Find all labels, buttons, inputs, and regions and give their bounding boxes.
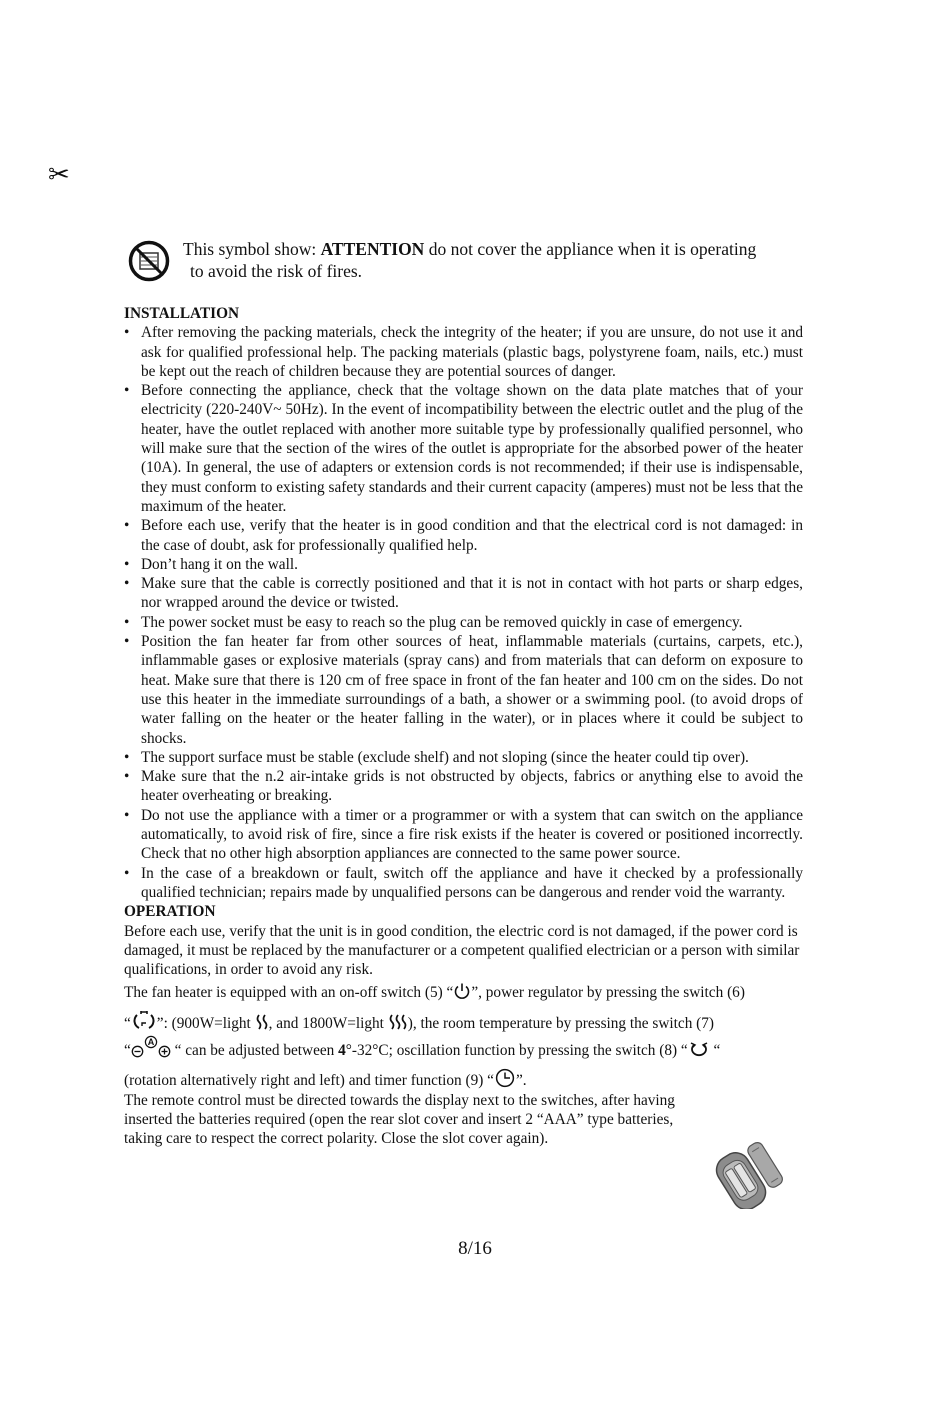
list-item: • Don’t hang it on the wall. xyxy=(124,555,803,574)
remote-control-paragraph: The remote control must be directed towards the display next to the switches, after having inserted the batteries required (open the rear slot cover and insert 2 “AAA” type batteries, taking care to respect the correct polarity. Close the slot cover again). xyxy=(124,1091,675,1148)
minus-circle-icon xyxy=(131,1045,144,1058)
operation-line-power: The fan heater is equipped with an on-off switch (5) “ ”, power regulator by pressing the switch (6) xyxy=(124,984,745,1002)
heat-low-icon xyxy=(255,1013,269,1031)
operation-line-timer: (rotation alternatively right and left) and timer function (9) “ ”. xyxy=(124,1068,803,1090)
plus-circle-icon xyxy=(158,1045,171,1058)
remote-battery-image xyxy=(710,1141,788,1209)
attention-line1-pre: This symbol show: xyxy=(183,239,321,259)
attention-line2: to avoid the risk of fires. xyxy=(190,261,363,281)
attention-word: ATTENTION xyxy=(320,239,425,259)
list-item: • In the case of a breakdown or fault, switch off the appliance and have it checked by a professionally qualified technician; repairs made by unqualified persons can be dangerous and render void the warranty. xyxy=(124,864,803,903)
heat-high-icon xyxy=(388,1013,408,1031)
list-item: • Before connecting the appliance, check that the voltage shown on the data plate matches that of your electricity (220-240V~ 50Hz). In the event of incompatibility between the electric outlet and the plug of the heater, have the outlet replaced with another more suitable type by professionally qualified personnel, who will make sure that the section of the wires of the outlet is appropriate for the absorbed power of the heater (10A). In general, the use of adapters or extension cords is not recommended; if their use is indispensable, they must conform to existing safety standards and their current capacity (amperes) must not be less that the maximum of the heater. xyxy=(124,381,803,516)
auto-icon xyxy=(144,1035,158,1053)
installation-heading: INSTALLATION xyxy=(124,305,240,322)
list-item: • Before each use, verify that the heater is in good condition and that the electrical cord is not damaged: in the case of doubt, ask for professionally qualified help. xyxy=(124,516,803,555)
list-item: • Do not use the appliance with a timer or a programmer or with a system that can switch on the appliance automatically, to avoid risk of fire, since a fire risk exists if the heater is covered or positioned incorrectly. Check that no other high absorption appliances are connected to the same power source. xyxy=(124,806,803,864)
oscillation-icon xyxy=(688,1040,710,1058)
operation-line-regulator: “ ”: (900W=light , and 1800W=light ), the room temperature by pressing the switch (7) xyxy=(124,1009,803,1033)
attention-line1-post: do not cover the appliance when it is operating xyxy=(424,239,757,259)
svg-text:A: A xyxy=(147,1036,155,1047)
operation-heading: OPERATION xyxy=(124,903,216,921)
list-item: • The support surface must be stable (exclude shelf) and not sloping (since the heater could tip over). xyxy=(124,748,803,767)
list-item: • Make sure that the n.2 air-intake grids is not obstructed by objects, fabrics or anything else to avoid the heater overheating or breaking. xyxy=(124,767,803,806)
power-icon xyxy=(453,982,471,1000)
power-regulator-icon xyxy=(131,1009,157,1031)
operation-paragraph: Before each use, verify that the unit is in good condition, the electric cord is not damaged, if the power cord is damaged, it must be replaced by the manufacturer or a competent qualified electrician or a person with similar qualifications, in order to avoid any risk. xyxy=(124,922,800,979)
manual-content xyxy=(124,304,803,1148)
list-item: • The power socket must be easy to reach so the plug can be removed quickly in case of emergency. xyxy=(124,613,803,632)
list-item: • Make sure that the cable is correctly positioned and that it is not in contact with hot parts or sharp edges, nor wrapped around the device or twisted. xyxy=(124,574,803,613)
clock-icon xyxy=(494,1068,516,1088)
scissors-icon: ✂ xyxy=(48,160,70,189)
list-item: • After removing the packing materials, check the integrity of the heater; if you are unsure, do not use it and ask for qualified professional help. The packing materials (plastic bags, polystyrene foam, nails, etc.) must be kept out the reach of children because they are potential sources of danger. xyxy=(124,323,803,381)
attention-notice xyxy=(183,238,823,282)
list-item: • Position the fan heater far from other sources of heat, inflammable materials (curtains, carpets, etc.), inflammable gases or explosive materials (spray cans) and from materials that can deform on exposure to heat. Make sure that there is 120 cm of free space in front of the fan heater and 100 cm on the sides. Do not use this heater in the immediate surroundings of a bath, a shower or a swimming pool. (to avoid drops of water falling on the heater or the heater falling in the water), or in places where it could be subject to shocks. xyxy=(124,632,803,748)
operation-line-temperature: “ A “ can be adjusted between 4°-32°C; oscillation function by pressing the switch (8) “ “ xyxy=(124,1036,721,1059)
page-number: 8/16 xyxy=(458,1238,492,1259)
do-not-cover-icon xyxy=(128,240,170,282)
installation-list xyxy=(124,323,803,902)
